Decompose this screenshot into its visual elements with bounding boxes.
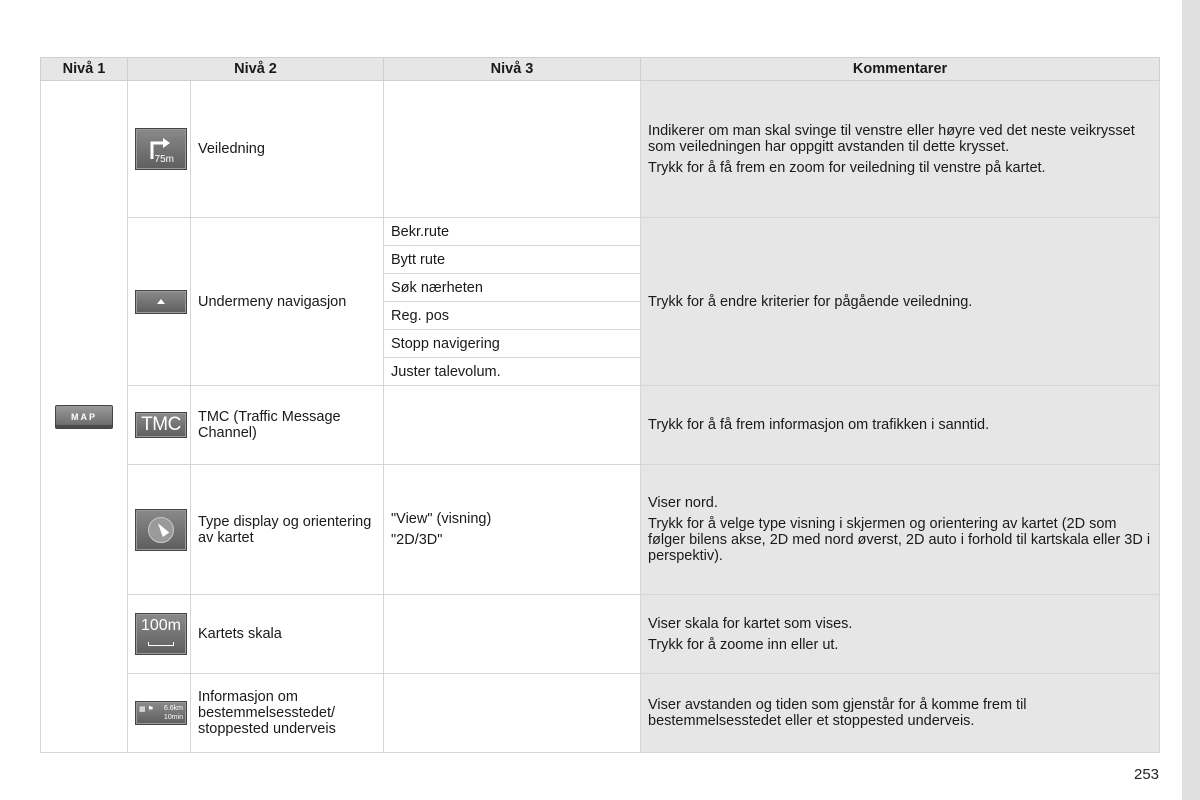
compass-icon — [135, 509, 187, 551]
level3-empty — [384, 386, 641, 465]
level1-cell — [41, 81, 128, 753]
level2-label: Undermeny navigasjon — [191, 218, 384, 386]
header-comments: Kommentarer — [641, 58, 1160, 81]
map-key-icon: MAP — [55, 405, 113, 429]
page-edge-bar — [1182, 0, 1200, 800]
turn-right-arrow-icon: 75m — [135, 128, 187, 170]
table-row — [41, 386, 1160, 465]
level3-cell: "View" (visning) "2D/3D" — [384, 465, 641, 595]
comment-cell: Viser nord. Trykk for å velge type visning i skjermen og orientering av kartet (2D som følger bilens akse, 2D med nord øverst, 2D auto i forhold til kartskala eller 3D i perspektiv). — [641, 465, 1160, 595]
table-row — [41, 595, 1160, 674]
comment-cell: Trykk for å få frem informasjon om trafikken i sanntid. — [641, 386, 1160, 465]
map-scale-icon: 100m — [135, 613, 187, 655]
header-level2: Nivå 2 — [128, 58, 384, 81]
level3-item: Bytt rute — [384, 246, 641, 274]
icon-cell — [128, 674, 191, 753]
icon-cell — [128, 595, 191, 674]
page-number: 253 — [1134, 766, 1160, 783]
icon-cell — [128, 465, 191, 595]
comment-cell: Indikerer om man skal svinge til venstre eller høyre ved det neste veikrysset som veiledningen har oppgitt avstanden til dette krysset. Trykk for å få frem en zoom for veiledning til venstre på kartet. — [641, 81, 1160, 218]
table-row — [41, 218, 1160, 246]
header-level3: Nivå 3 — [384, 58, 641, 81]
level2-label: Informasjon om bestemmelsesstedet/ stoppested underveis — [191, 674, 384, 753]
level2-label: Veiledning — [191, 81, 384, 218]
triangle-up-icon — [135, 290, 187, 314]
tmc-icon: TMC — [135, 412, 187, 438]
comment-cell: Viser skala for kartet som vises. Trykk for å zoome inn eller ut. — [641, 595, 1160, 674]
level2-label: TMC (Traffic Message Channel) — [191, 386, 384, 465]
level2-label: Kartets skala — [191, 595, 384, 674]
level3-item: Juster talevolum. — [384, 358, 641, 386]
header-level1: Nivå 1 — [41, 58, 128, 81]
level3-empty — [384, 674, 641, 753]
level3-item: Reg. pos — [384, 302, 641, 330]
level3-item: Stopp navigering — [384, 330, 641, 358]
destination-info-icon: ▦ ⚑ 6.6km 10min — [135, 701, 187, 725]
icon-cell — [128, 386, 191, 465]
navigation-menu-table — [40, 57, 1160, 753]
table-row — [41, 81, 1160, 218]
level3-item: Søk nærheten — [384, 274, 641, 302]
comment-cell: Viser avstanden og tiden som gjenstår for å komme frem til bestemmelsesstedet eller et stoppested underveis. — [641, 674, 1160, 753]
level3-empty — [384, 81, 641, 218]
icon-cell — [128, 218, 191, 386]
level3-empty — [384, 595, 641, 674]
table-header-row — [41, 58, 1160, 81]
level2-label: Type display og orientering av kartet — [191, 465, 384, 595]
comment-cell: Trykk for å endre kriterier for pågående veiledning. — [641, 218, 1160, 386]
icon-cell — [128, 81, 191, 218]
table-row — [41, 465, 1160, 595]
level3-item: Bekr.rute — [384, 218, 641, 246]
table-row — [41, 674, 1160, 753]
